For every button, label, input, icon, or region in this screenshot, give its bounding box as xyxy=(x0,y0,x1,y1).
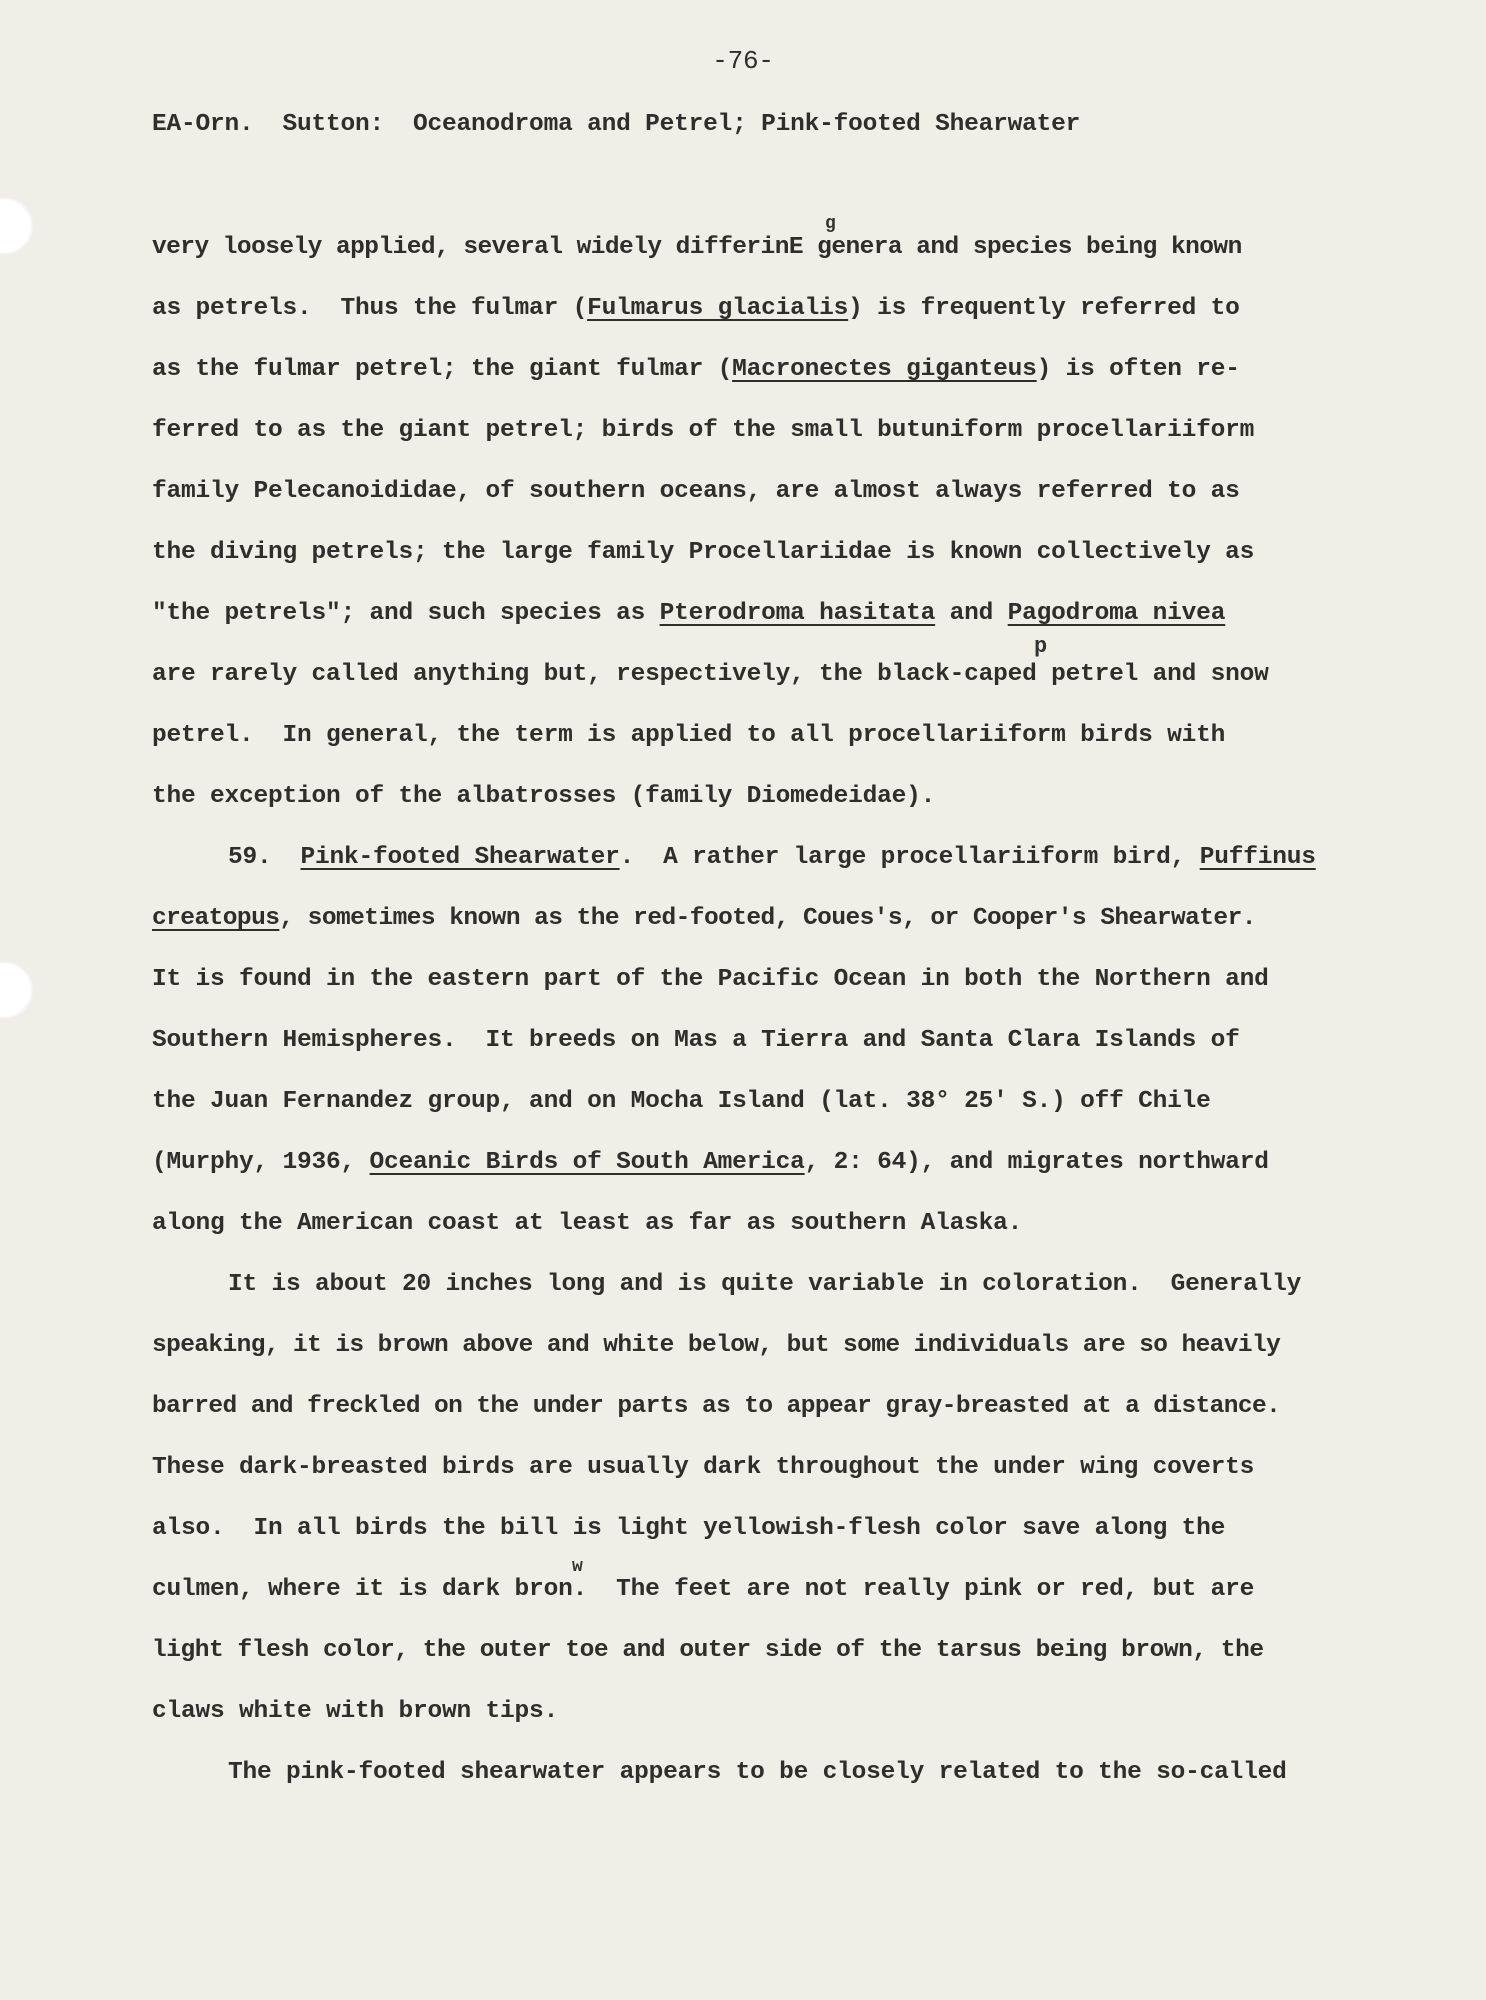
p3-line-1: It is about 20 inches long and is quite variable in coloration. Generally xyxy=(228,1271,1302,1298)
p3-line-5: also. In all birds the bill is light yellowish-flesh color save along the xyxy=(152,1515,1226,1542)
p3-line-7: light flesh color, the outer toe and outer side of the tarsus being brown, the xyxy=(152,1637,1264,1664)
latin-name-macronectes-giganteus: Macronectes giganteus xyxy=(732,356,1037,383)
p3-line-2: speaking, it is brown above and white below, but some individuals are so heavily xyxy=(152,1332,1281,1359)
latin-name-creatopus: creatopus xyxy=(152,905,280,932)
p3-line-6: culmen, where it is dark bron. The feet are not really pink or red, but are xyxy=(152,1576,1255,1603)
species-title-pink-footed-shearwater: Pink-footed Shearwater xyxy=(300,844,620,871)
p2-line-1: 59. Pink-footed Shearwater. A rather large procellariiform bird, Puffinus xyxy=(228,844,1316,871)
latin-name-fulmarus-glacialis: Fulmarus glacialis xyxy=(587,295,849,322)
p1-line-1: very loosely applied, several widely differinE genera and species being known xyxy=(152,234,1242,261)
p2-line-3: It is found in the eastern part of the Pacific Ocean in both the Northern and xyxy=(152,966,1269,993)
running-header: EA-Orn. Sutton: Oceanodroma and Petrel; Pink-footed Shearwater xyxy=(152,111,1081,138)
latin-name-puffinus: Puffinus xyxy=(1199,844,1316,871)
p3-line-8: claws white with brown tips. xyxy=(152,1698,559,1725)
p1-line-8: are rarely called anything but, respectively, the black-caped petrel and snow xyxy=(152,661,1269,688)
punch-hole-middle xyxy=(0,962,34,1018)
latin-name-pterodroma-hasitata: Pterodroma hasitata xyxy=(659,600,936,627)
p3-line-3: barred and freckled on the under parts as to appear gray-breasted at a distance. xyxy=(152,1393,1281,1420)
p4-line-1: The pink-footed shearwater appears to be closely related to the so-called xyxy=(228,1759,1287,1786)
p2-line-6: (Murphy, 1936, Oceanic Birds of South America, 2: 64), and migrates northward xyxy=(152,1149,1269,1176)
book-title-oceanic-birds: Oceanic Birds of South America xyxy=(369,1149,805,1176)
handwritten-insertion-w: w xyxy=(572,1557,583,1577)
punch-hole-top xyxy=(0,198,34,254)
p1-line-4: ferred to as the giant petrel; birds of the small butuniform procellariiform xyxy=(152,417,1255,444)
page-number: -76- xyxy=(712,46,774,76)
p1-line-6: the diving petrels; the large family Procellariidae is known collectively as xyxy=(152,539,1255,566)
p1-line-5: family Pelecanoididae, of southern oceans, are almost always referred to as xyxy=(152,478,1240,505)
p1-line-3: as the fulmar petrel; the giant fulmar (Macronectes giganteus) is often re- xyxy=(152,356,1240,383)
p1-line-2: as petrels. Thus the fulmar (Fulmarus glacialis) is frequently referred to xyxy=(152,295,1240,322)
p1-line-10: the exception of the albatrosses (family Diomedeidae). xyxy=(152,783,936,810)
p2-line-7: along the American coast at least as far as southern Alaska. xyxy=(152,1210,1023,1237)
p2-line-4: Southern Hemispheres. It breeds on Mas a Tierra and Santa Clara Islands of xyxy=(152,1027,1240,1054)
p1-line-9: petrel. In general, the term is applied to all procellariiform birds with xyxy=(152,722,1226,749)
handwritten-insertion-p: p xyxy=(1034,634,1048,659)
latin-name-pagodroma-nivea: Pagodroma nivea xyxy=(1007,600,1226,627)
p3-line-4: These dark-breasted birds are usually dark throughout the under wing coverts xyxy=(152,1454,1255,1481)
p2-line-2: creatopus, sometimes known as the red-footed, Coues's, or Cooper's Shearwater. xyxy=(152,905,1256,932)
p2-line-5: the Juan Fernandez group, and on Mocha Island (lat. 38° 25' S.) off Chile xyxy=(152,1088,1211,1115)
p1-line-7: "the petrels"; and such species as Pterodroma hasitata and Pagodroma nivea xyxy=(152,600,1226,627)
handwritten-insertion-g: g xyxy=(825,214,836,234)
